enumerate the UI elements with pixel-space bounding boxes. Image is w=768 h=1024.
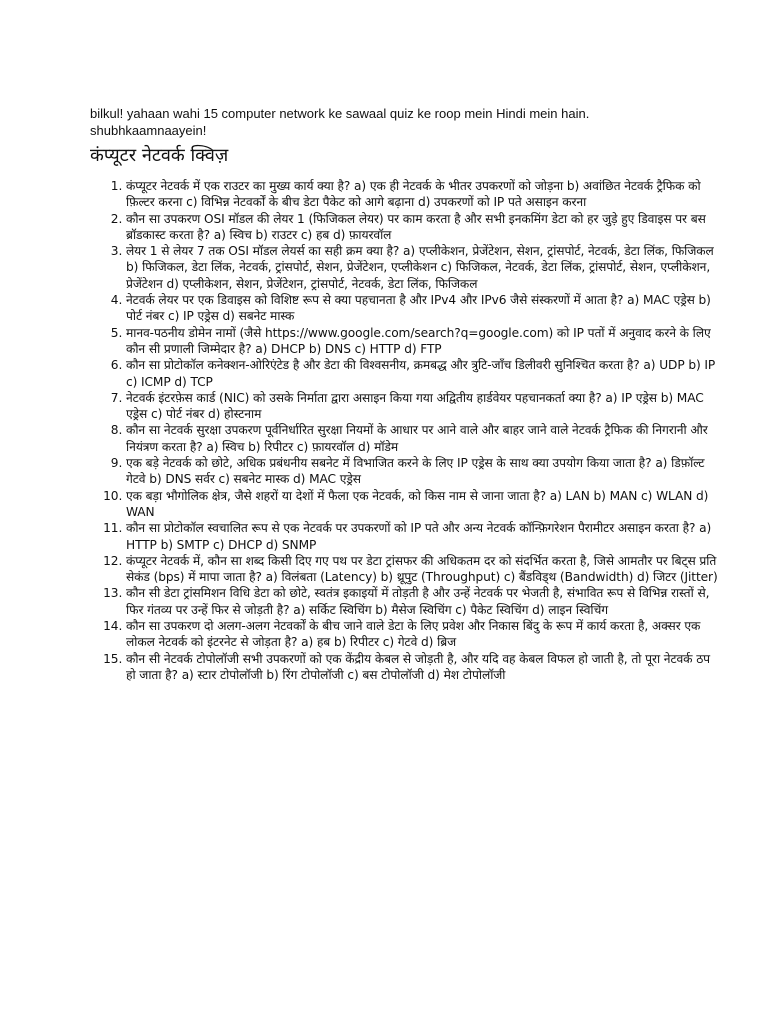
question-item: 8. कौन सा नेटवर्क सुरक्षा उपकरण पूर्वनिर्धारित सुरक्षा नियमों के आधार पर आने वाले और बाहर जाने वाले नेटवर्क ट्रैफिक की निगरानी और नियंत्रण करता है? a) स्विच b) रिपीटर c) फ़ायरवॉल d) मॉडेम bbox=[126, 422, 718, 455]
question-item: 5. मानव-पठनीय डोमेन नामों (जैसे https://www.google.com/search?q=google.com) को IP पतों में अनुवाद करने के लिए कौन सी प्रणाली जिम्मेदार है? a) DHCP b) DNS c) HTTP d) FTP bbox=[126, 325, 718, 358]
question-item: 11. कौन सा प्रोटोकॉल स्वचालित रूप से एक नेटवर्क पर उपकरणों को IP पते और अन्य नेटवर्क कॉन्फ़िगरेशन पैरामीटर असाइन करता है? a) HTTP b) SMTP c) DHCP d) SNMP bbox=[126, 520, 718, 553]
question-item: 1. कंप्यूटर नेटवर्क में एक राउटर का मुख्य कार्य क्या है? a) एक ही नेटवर्क के भीतर उपकरणों को जोड़ना b) अवांछित नेटवर्क ट्रैफिक को फ़िल्टर करना c) विभिन्न नेटवर्कों के बीच डेटा पैकेट को आगे बढ़ाना d) उपकरणों को IP पते असाइन करना bbox=[126, 178, 718, 211]
question-item: 4. नेटवर्क लेयर पर एक डिवाइस को विशिष्ट रूप से क्या पहचानता है और IPv4 और IPv6 जैसे संस्करणों में आता है? a) MAC एड्रेस b) पोर्ट नंबर c) IP एड्रेस d) सबनेट मास्क bbox=[126, 292, 718, 325]
question-item: 10. एक बड़ा भौगोलिक क्षेत्र, जैसे शहरों या देशों में फैला एक नेटवर्क, को किस नाम से जाना जाता है? a) LAN b) MAN c) WLAN d) WAN bbox=[126, 488, 718, 521]
question-item: 14. कौन सा उपकरण दो अलग-अलग नेटवर्कों के बीच जाने वाले डेटा के लिए प्रवेश और निकास बिंदु के रूप में कार्य करता है, अक्सर एक लोकल नेटवर्क को इंटरनेट से जोड़ता है? a) हब b) रिपीटर c) गेटवे d) ब्रिज bbox=[126, 618, 718, 651]
question-list bbox=[90, 178, 718, 683]
page-title: कंप्यूटर नेटवर्क क्विज़ bbox=[90, 145, 229, 166]
question-item: 15. कौन सी नेटवर्क टोपोलॉजी सभी उपकरणों को एक केंद्रीय केबल से जोड़ती है, और यदि वह केबल विफल हो जाती है, तो पूरा नेटवर्क ठप हो जाता है? a) स्टार टोपोलॉजी b) रिंग टोपोलॉजी c) बस टोपोलॉजी d) मेश टोपोलॉजी bbox=[126, 651, 718, 684]
question-item: 6. कौन सा प्रोटोकॉल कनेक्शन-ओरिएंटेड है और डेटा की विश्वसनीय, क्रमबद्ध और त्रुटि-जाँच डिलीवरी सुनिश्चित करता है? a) UDP b) IP c) ICMP d) TCP bbox=[126, 357, 718, 390]
question-item: 3. लेयर 1 से लेयर 7 तक OSI मॉडल लेयर्स का सही क्रम क्या है? a) एप्लीकेशन, प्रेजेंटेशन, सेशन, ट्रांसपोर्ट, नेटवर्क, डेटा लिंक, फिजिकल b) फिजिकल, डेटा लिंक, नेटवर्क, ट्रांसपोर्ट, सेशन, प्रेजेंटेशन, एप्लीकेशन c) फिजिकल, नेटवर्क, डेटा लिंक, ट्रांसपोर्ट, सेशन, एप्लीकेशन, प्रेजेंटेशन d) एप्लीकेशन, सेशन, प्रेजेंटेशन, ट्रांसपोर्ट, नेटवर्क, डेटा लिंक, फिजिकल bbox=[126, 243, 718, 292]
question-item: 7. नेटवर्क इंटरफ़ेस कार्ड (NIC) को उसके निर्माता द्वारा असाइन किया गया अद्वितीय हार्डवेयर पहचानकर्ता क्या है? a) IP एड्रेस b) MAC एड्रेस c) पोर्ट नंबर d) होस्टनाम bbox=[126, 390, 718, 423]
question-item: 13. कौन सी डेटा ट्रांसमिशन विधि डेटा को छोटे, स्वतंत्र इकाइयों में तोड़ती है और उन्हें नेटवर्क पर भेजती है, संभावित रूप से विभिन्न रास्तों से, फिर गंतव्य पर उन्हें फिर से जोड़ती है? a) सर्किट स्विचिंग b) मैसेज स्विचिंग c) पैकेट स्विचिंग d) लाइन स्विचिंग bbox=[126, 585, 718, 618]
question-item: 9. एक बड़े नेटवर्क को छोटे, अधिक प्रबंधनीय सबनेट में विभाजित करने के लिए IP एड्रेस के साथ क्या उपयोग किया जाता है? a) डिफ़ॉल्ट गेटवे b) DNS सर्वर c) सबनेट मास्क d) MAC एड्रेस bbox=[126, 455, 718, 488]
intro-text: bilkul! yahaan wahi 15 computer network ke sawaal quiz ke roop mein Hindi mein hain. shubhkaamnaayein! bbox=[90, 106, 590, 138]
question-item: 2. कौन सा उपकरण OSI मॉडल की लेयर 1 (फिजिकल लेयर) पर काम करता है और सभी इनकमिंग डेटा को हर जुड़े हुए डिवाइस पर बस ब्रॉडकास्ट करता है? a) स्विच b) राउटर c) हब d) फ़ायरवॉल bbox=[126, 211, 718, 244]
question-item: 12. कंप्यूटर नेटवर्क में, कौन सा शब्द किसी दिए गए पथ पर डेटा ट्रांसफर की अधिकतम दर को संदर्भित करता है, जिसे आमतौर पर बिट्स प्रति सेकंड (bps) में मापा जाता है? a) विलंबता (Latency) b) थ्रूपुट (Throughput) c) बैंडविड्थ (Bandwidth) d) जिटर (Jitter) bbox=[126, 553, 718, 586]
